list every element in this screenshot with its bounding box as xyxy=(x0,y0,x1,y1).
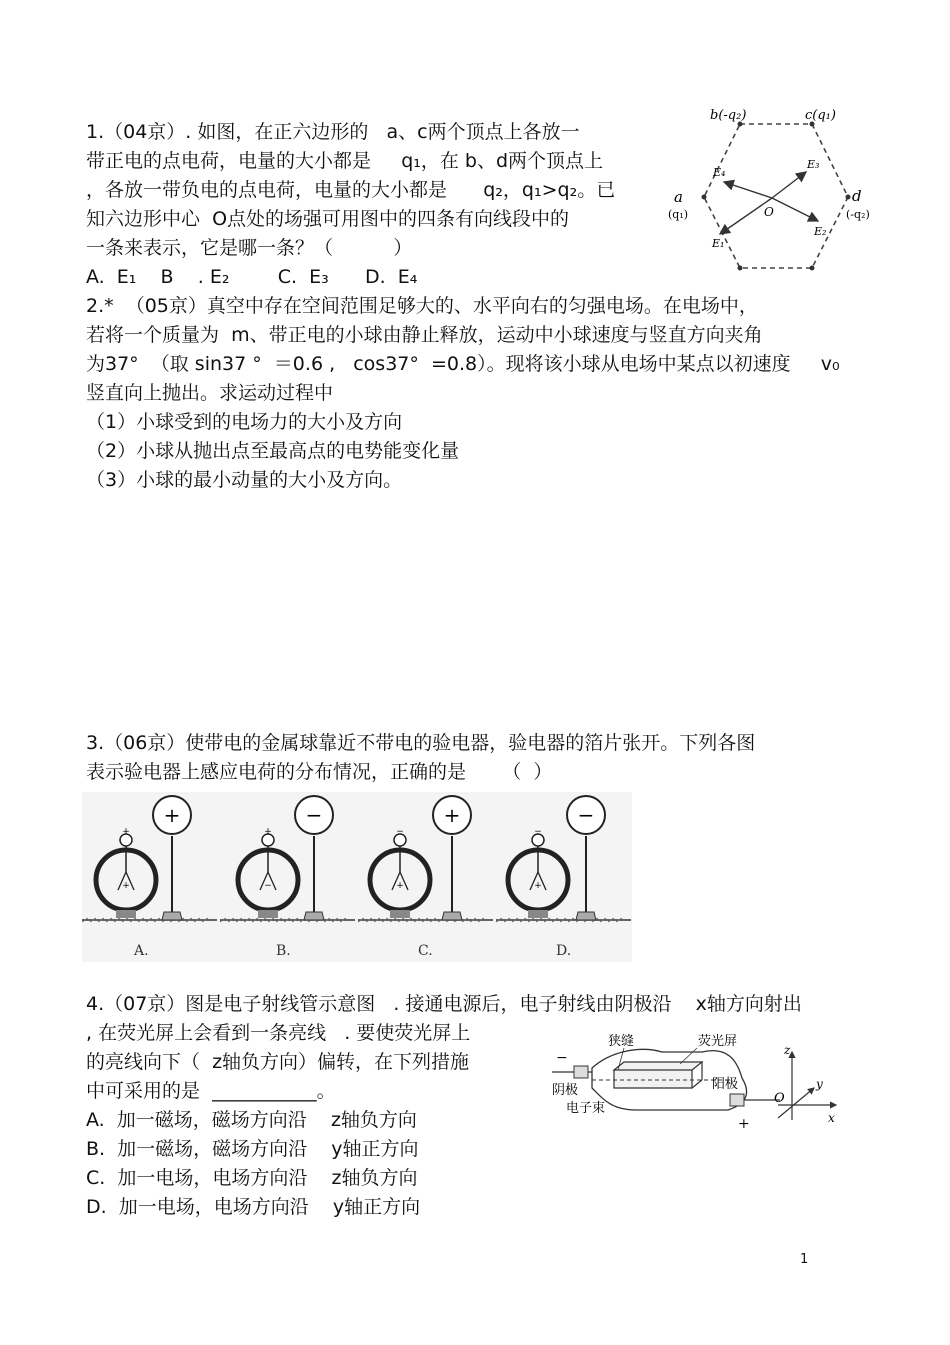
q3-line-2: 表示验电器上感应电荷的分布情况，正确的是 （ ） xyxy=(86,761,553,783)
q1-line-4: 知六边形中心 O点处的场强可用图中的四条有向线段中的 xyxy=(86,208,570,230)
label-slit: 狭缝 xyxy=(608,1034,635,1049)
panel-b-top-sign: + xyxy=(264,827,272,837)
label-E4: E₄ xyxy=(713,166,726,179)
q4-line-2: , 在荧光屏上会看到一条亮线 . 要使荧光屏上 xyxy=(86,1022,471,1044)
label-cathode: 阴极 xyxy=(552,1083,579,1098)
q1-options: A. E₁ B . E₂ C. E₃ D. E₄ xyxy=(86,266,418,288)
label-O: O xyxy=(764,205,774,219)
label-plus: + xyxy=(738,1116,750,1130)
axis-x-label: x xyxy=(828,1111,835,1125)
q1-line-3: ，各放一带负电的点电荷，电量的大小都是 q₂，q₁>q₂。已 xyxy=(86,179,616,201)
panel-c-top-sign: − xyxy=(396,827,404,837)
hexagon-figure xyxy=(660,102,885,274)
label-E2: E₂ xyxy=(814,225,827,238)
panel-a-leaf-sign: + xyxy=(122,881,130,891)
label-d: d xyxy=(852,187,862,205)
panel-a-caption: A. xyxy=(134,943,149,959)
q2-sub-2: （2）小球从抛出点至最高点的电势能变化量 xyxy=(86,440,460,462)
label-minus: − xyxy=(556,1050,568,1066)
q4-line-1: 4.（07京）图是电子射线管示意图 . 接通电源后，电子射线由阴极沿 x轴方向射出 xyxy=(86,993,802,1015)
page-number: 1 xyxy=(800,1252,809,1267)
panel-a-ball-sign: + xyxy=(163,803,181,827)
label-a: a xyxy=(674,188,683,206)
q3-line-1: 3.（06京）使带电的金属球靠近不带电的验电器，验电器的箔片张开。下列各图 xyxy=(86,732,756,754)
panel-d-caption: D. xyxy=(556,943,572,959)
panel-c-caption: C. xyxy=(418,943,433,959)
panel-c xyxy=(358,796,493,959)
q4-option-c: C. 加一电场，电场方向沿 z轴负方向 xyxy=(86,1167,418,1189)
axis-origin-label: O xyxy=(774,1091,785,1106)
panel-b xyxy=(220,796,355,959)
q2-line-2: 若将一个质量为 m、带正电的小球由静止释放，运动中小球速度与竖直方向夹角 xyxy=(86,324,763,346)
q1-line-1: 1.（04京）. 如图，在正六边形的 a、c两个顶点上各放一 xyxy=(86,121,580,143)
electroscope-figure xyxy=(82,792,632,962)
q2-line-1: 2.* （05京）真空中存在空间范围足够大的、水平向右的匀强电场。在电场中， xyxy=(86,295,758,317)
q2-line-4: 竖直向上抛出。求运动过程中 xyxy=(86,382,334,404)
panel-a-top-sign: + xyxy=(122,827,130,837)
panel-d-leaf-sign: + xyxy=(534,881,542,891)
q4-option-a: A. 加一磁场，磁场方向沿 z轴负方向 xyxy=(86,1109,417,1131)
q4-line-4: 中可采用的是 ___________。 xyxy=(86,1080,336,1102)
q2-line-3: 为37° （取 sin37 ° ＝0.6 , cos37° =0.8）。现将该小球从电场中某点以初速度 v₀ xyxy=(86,353,840,375)
axis-z-label: z xyxy=(784,1043,791,1057)
label-d-charge: (-q₂) xyxy=(846,208,870,221)
panel-b-caption: B. xyxy=(276,943,291,959)
q1-line-5: 一条来表示，它是哪一条？（ ） xyxy=(86,237,413,259)
q4-option-b: B. 加一磁场，磁场方向沿 y轴正方向 xyxy=(86,1138,419,1160)
panel-b-leaf-sign: − xyxy=(264,881,272,891)
label-a-charge: (q₁) xyxy=(668,208,689,221)
panel-c-ball-sign: + xyxy=(443,803,461,827)
label-b: b(-q₂) xyxy=(710,108,747,123)
panel-b-ball-sign: − xyxy=(305,803,323,827)
label-E1: E₁ xyxy=(712,237,725,250)
q2-sub-1: （1）小球受到的电场力的大小及方向 xyxy=(86,411,403,433)
q2-sub-3: （3）小球的最小动量的大小及方向。 xyxy=(86,469,403,491)
panel-c-leaf-sign: + xyxy=(396,881,404,891)
q4-option-d: D. 加一电场，电场方向沿 y轴正方向 xyxy=(86,1196,421,1218)
label-c: c(q₁) xyxy=(805,108,836,123)
label-screen: 荧光屏 xyxy=(698,1034,738,1049)
panel-d xyxy=(496,796,631,959)
panel-a xyxy=(82,796,217,959)
panel-d-ball-sign: − xyxy=(577,803,595,827)
panel-d-top-sign: − xyxy=(534,827,542,837)
q1-line-2: 带正电的点电荷，电量的大小都是 q₁，在 b、d两个顶点上 xyxy=(86,150,604,172)
label-beam: 电子束 xyxy=(566,1101,606,1116)
axis-y-label: y xyxy=(816,1077,823,1091)
q4-line-3: 的亮线向下（ z轴负方向）偏转，在下列措施 xyxy=(86,1051,470,1073)
label-E3: E₃ xyxy=(807,158,820,171)
label-anode: 阳极 xyxy=(712,1077,739,1092)
cathode-ray-tube-figure xyxy=(552,1030,842,1130)
